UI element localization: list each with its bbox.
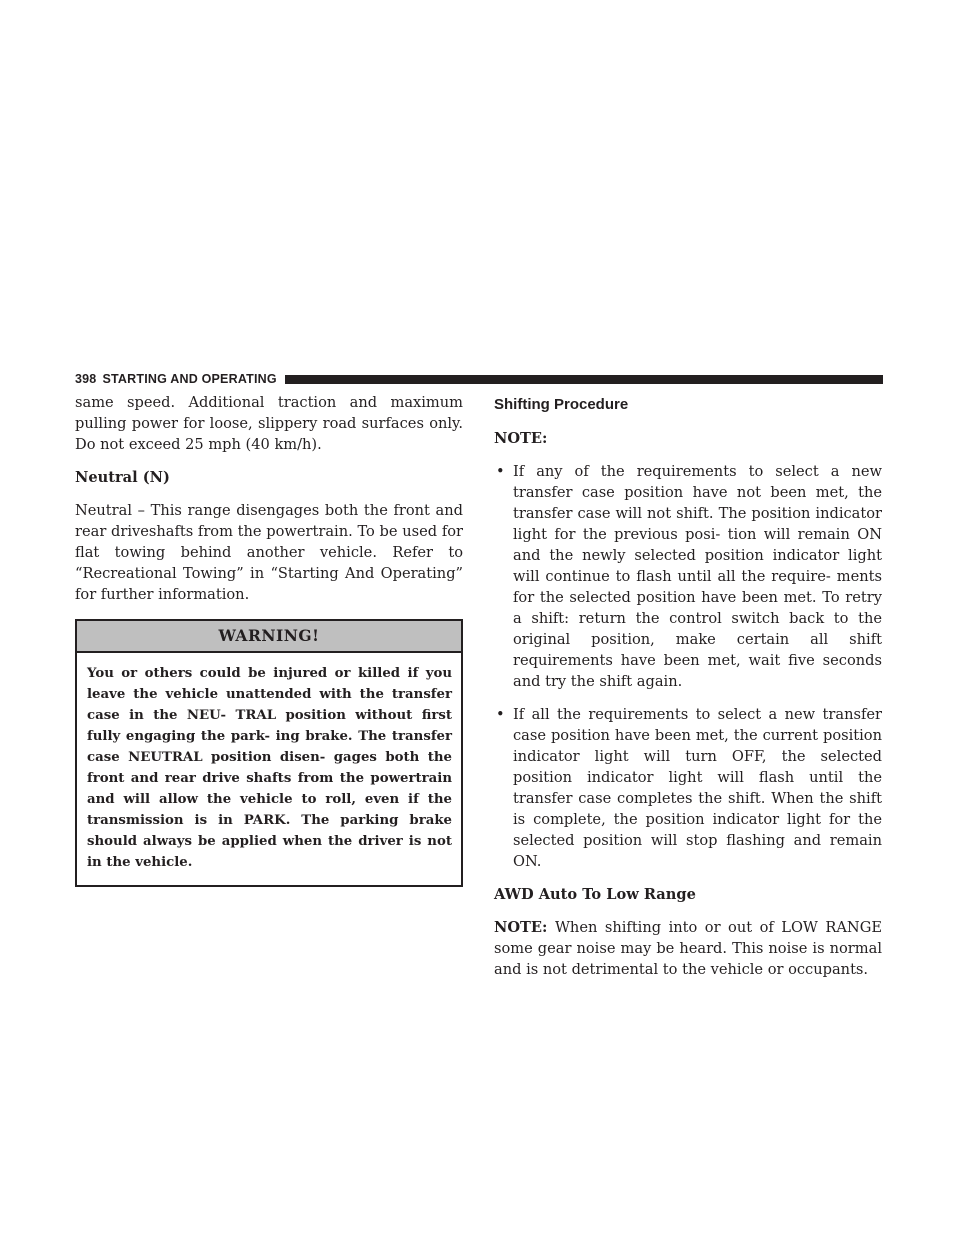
awd-note-paragraph — [494, 917, 882, 980]
section-title: STARTING AND OPERATING — [102, 372, 277, 386]
right-column — [494, 392, 882, 980]
bullet-icon: • — [496, 706, 505, 723]
header-rule — [285, 375, 883, 384]
warning-box — [75, 619, 463, 887]
list-item — [494, 704, 882, 872]
left-column — [75, 392, 463, 887]
warning-body: You or others could be injured or killed if you leave the vehicle unattended with the transfer case in the NEU- TRAL position without first fully engaging the park- ing brake. The transfer case NEUTRAL position disen- gages both the front and rear drive shafts from the powertrain and will allow the vehicle to roll, even if the transmission is in PARK. The parking brake should always be applied when the driver is not in the vehicle. — [87, 666, 452, 870]
awd-heading: AWD Auto To Low Range — [494, 886, 696, 903]
warning-title: WARNING! — [77, 621, 461, 653]
awd-note-label: NOTE: — [494, 919, 548, 936]
bullet-icon: • — [496, 463, 505, 480]
list-item-text: If all the requirements to select a new transfer case position have been met, the current position indicator light will turn OFF, the selected position indicator light will flash until the transfer case completes the shift. When the shift is complete, the position indicator light for the selected position will stop flashing and remain ON. — [513, 706, 882, 870]
neutral-heading: Neutral (N) — [75, 469, 170, 486]
list-item-text: If any of the requirements to select a new transfer case position have not been met, the transfer case will not shift. The position indicator light for the previous posi- tion will remain ON and the newly selected position indicator light will continue to flash until all the require- ments for the selected position have been met. To retry a shift: return the control switch back to the original position, make certain all shift requirements have been met, wait five seconds and try the shift again. — [513, 463, 882, 690]
page-header — [75, 368, 883, 390]
note-label: NOTE: — [494, 430, 548, 447]
intro-paragraph: same speed. Additional traction and maximum pulling power for loose, slippery road surfaces only. Do not exceed 25 mph (40 km/h). — [75, 394, 463, 453]
list-item — [494, 461, 882, 692]
shifting-procedure-heading: Shifting Procedure — [494, 396, 629, 413]
awd-note-text: When shifting into or out of LOW RANGE some gear noise may be heard. This noise is normal and is not detrimental to the vehicle or occupants. — [494, 919, 883, 978]
page-number: 398 — [75, 372, 97, 386]
neutral-paragraph: Neutral – This range disengages both the front and rear driveshafts from the powertrain. To be used for flat towing behind another vehicle. Refer to “Recreational Towing” in “Starting And Operating” for further information. — [75, 502, 463, 603]
bullet-list — [494, 461, 882, 872]
